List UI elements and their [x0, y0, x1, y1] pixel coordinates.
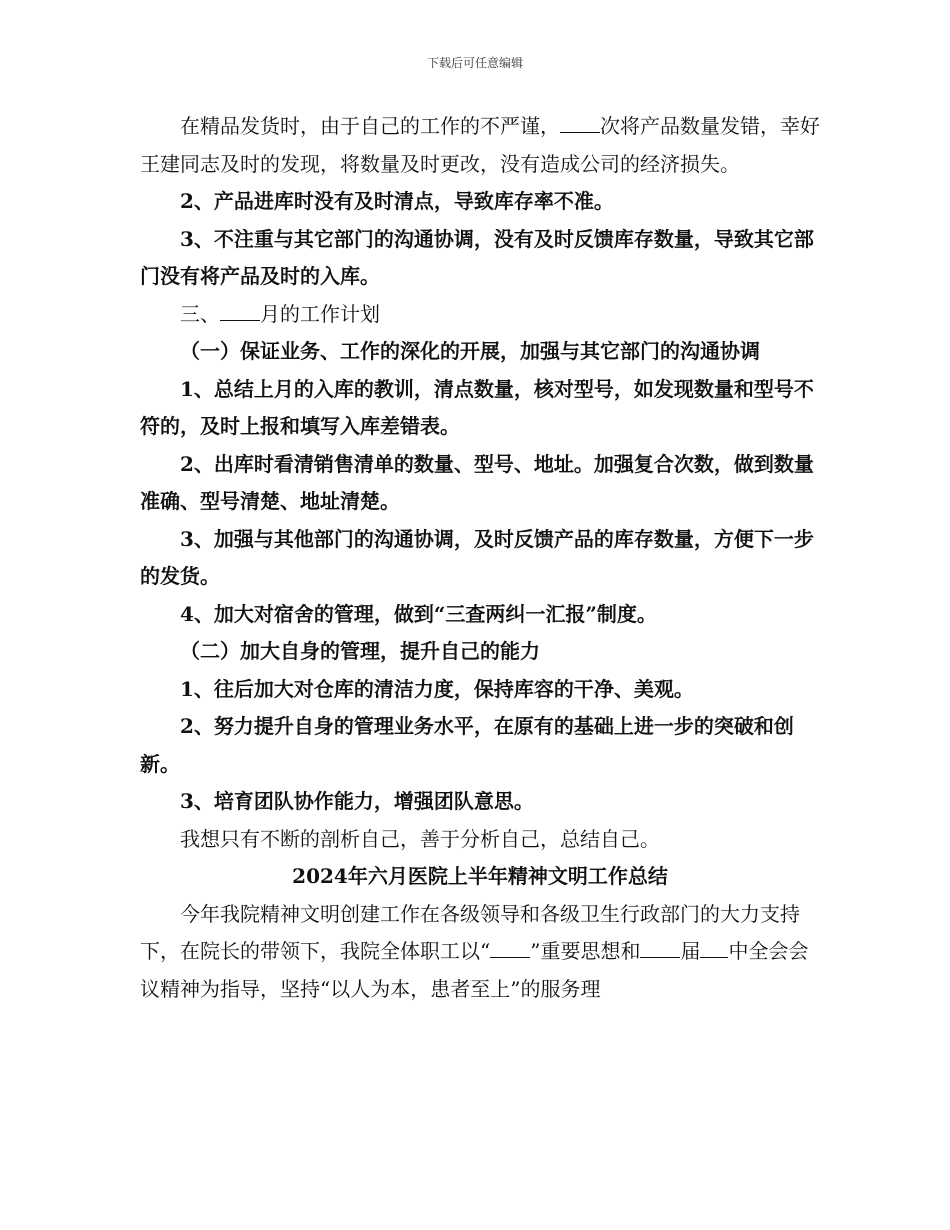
- blank-underline: [640, 939, 680, 958]
- self-item-1: 1、往后加大对仓库的清洁力度，保持库容的干净、美观。: [180, 676, 694, 701]
- paragraph-item-3: 3、不注重与其它部门的沟通协调，没有及时反馈库存数量，导致其它部门没有将产品及时的入库。: [140, 226, 814, 288]
- paragraph-text: 中全会会议精神为指导，坚持“以人为本，患者至上”的服务理: [140, 939, 809, 1001]
- blank-underline: [220, 302, 260, 321]
- subsection-heading-one: （一）保证业务、工作的深化的开展，加强与其它部门的沟通协调: [180, 339, 760, 363]
- plan-item-1: 1、总结上月的入库的教训，清点数量，核对型号，如发现数量和型号不符的，及时上报和填写入库差错表。: [140, 376, 814, 438]
- blank-underline: [490, 939, 530, 958]
- blank-underline: [700, 939, 728, 958]
- heading-text: 月的工作计划: [260, 301, 380, 326]
- paragraph-text: ”重要思想和: [530, 939, 641, 963]
- paragraph-shipping-error: [140, 108, 820, 183]
- section-heading-three: [140, 296, 820, 334]
- heading-text: 三、: [180, 301, 220, 326]
- blank-underline: [560, 114, 600, 133]
- intro-paragraph: [140, 896, 820, 1009]
- paragraph-text: 在精品发货时，由于自己的工作的不严谨，: [180, 114, 560, 138]
- subsection-heading-two: （二）加大自身的管理，提升自己的能力: [180, 639, 540, 663]
- paragraph-item-2: 2、产品进库时没有及时清点，导致库存率不准。: [180, 189, 614, 213]
- paragraph-text: 今年我院精神文明创建工作在各级领导和各级卫生行政部门的大力支持下，在院长的带领下，我院全体职工以“: [140, 901, 800, 963]
- document-body: [140, 108, 820, 1008]
- page-header: 下载后可任意编辑: [426, 56, 523, 70]
- document-title: 2024年六月医院上半年精神文明工作总结: [292, 864, 668, 888]
- closing-paragraph: 我想只有不断的剖析自己，善于分析自己，总结自己。: [180, 826, 660, 851]
- plan-item-3: 3、加强与其他部门的沟通协调，及时反馈产品的库存数量，方便下一步的发货。: [140, 526, 814, 588]
- paragraph-text: 次将产品数量发错，幸好王建同志及时的发现，将数量及时更改，没有造成公司的经济损失。: [140, 114, 820, 176]
- plan-item-2: 2、出库时看清销售清单的数量、型号、地址。加强复合次数，做到数量准确、型号清楚、地址清楚。: [140, 451, 814, 513]
- self-item-3: 3、培育团队协作能力，增强团队意思。: [180, 789, 534, 813]
- plan-item-4: 4、加大对宿舍的管理，做到“三查两纠一汇报”制度。: [180, 601, 657, 626]
- paragraph-text: 届: [680, 939, 701, 963]
- self-item-2: 2、努力提升自身的管理业务水平，在原有的基础上进一步的突破和创新。: [140, 714, 794, 776]
